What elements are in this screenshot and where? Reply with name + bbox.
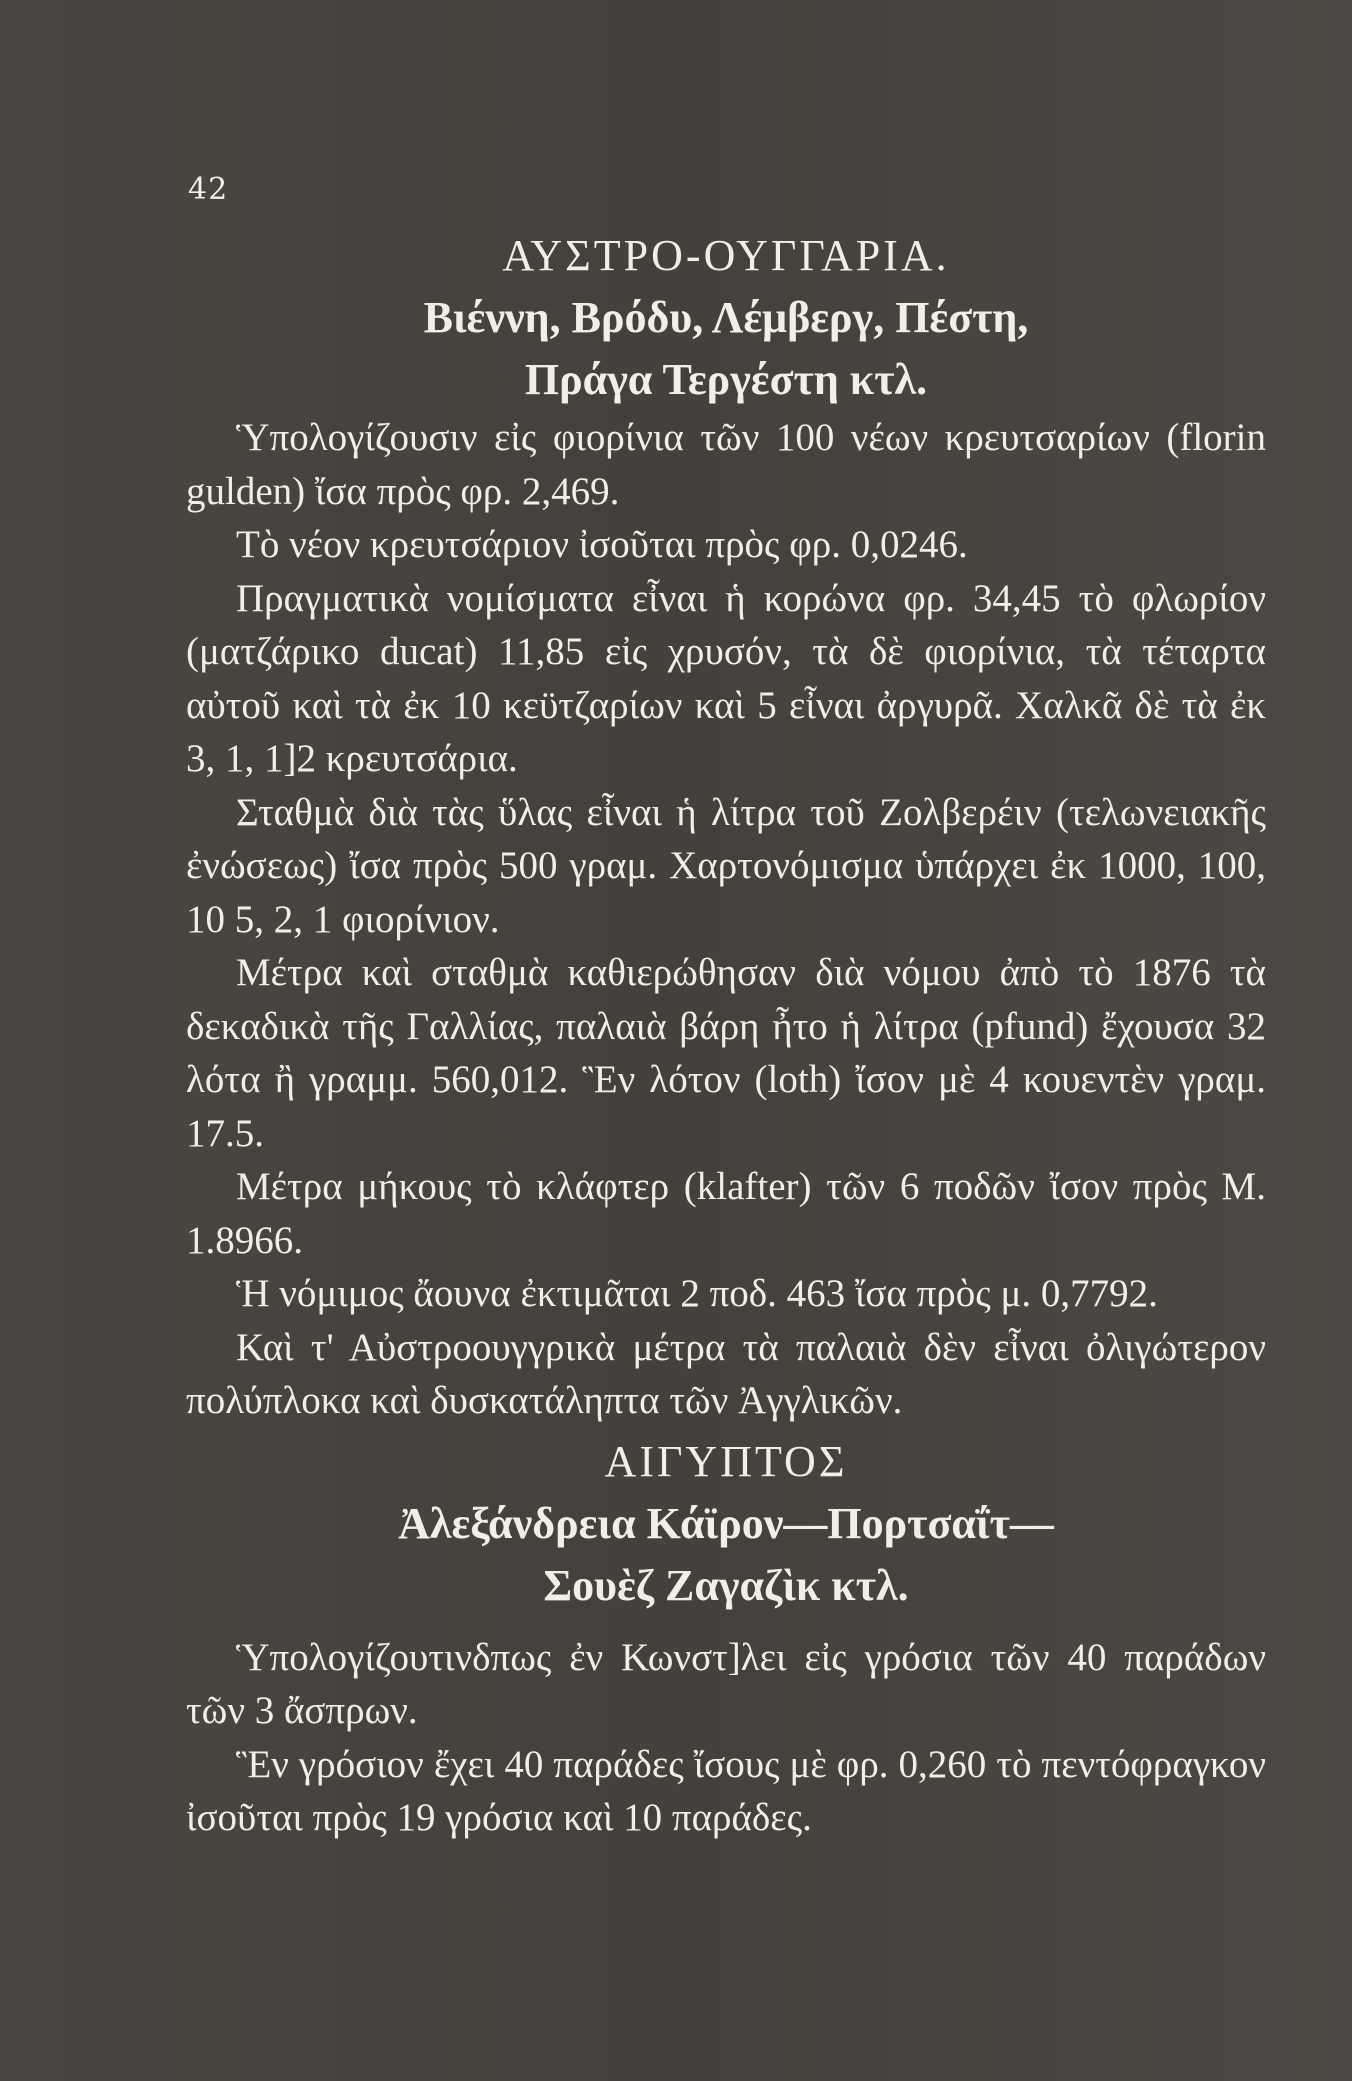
paragraph: Τὸ νέον κρευτσάριον ἰσοῦται πρὸς φρ. 0,0246. <box>236 523 968 566</box>
section-title-egypt: ΑΙΓΥΠΤΟΣ <box>604 1436 848 1486</box>
paragraph: Μέτρα καὶ σταθμὰ καθιερώθησαν διὰ νόμου ἀπὸ τὸ 1876 τὰ δεκαδικὰ τῆς Γαλλίας, παλαιὰ βάρη ἦτο ἡ λίτρα (pfund) ἔχουσα 32 λότα ἢ γραμμ. 560,012. Ἓν λότον (loth) ἴσον μὲ 4 κουεντὲν γραμ. 17.5. <box>186 951 1266 1155</box>
paragraph: Ὑπολογίζουσιν εἰς φιορίνια τῶν 100 νέων κρευτσαρίων (florin gulden) ἴσα πρὸς φρ. 2,469. <box>186 416 1266 513</box>
page-content <box>186 222 1266 1845</box>
paragraph: Πραγματικὰ νομίσματα εἶναι ἡ κορώνα φρ. 34,45 τὸ φλωρίον (ματζάρικο ducat) 11,85 εἰς χρυσόν, τὰ δὲ φιορίνια, τὰ τέταρτα αὐτοῦ καὶ τὰ ἐκ 10 κεϋτζαρίων καὶ 5 εἶναι ἀργυρᾶ. Χαλκᾶ δὲ τὰ ἐκ 3, 1, 1]2 κρευτσάρια. <box>186 576 1266 780</box>
paragraph: Ἓν γρόσιον ἔχει 40 παράδες ἴσους μὲ φρ. 0,260 τὸ πεντόφραγκον ἰσοῦται πρὸς 19 γρόσια καὶ 10 παράδες. <box>186 1742 1266 1839</box>
paragraph: Καὶ τ' Αὐστροουγγρικὰ μέτρα τὰ παλαιὰ δὲν εἶναι ὀλιγώτερον πολύπλοκα καὶ δυσκατάληπτα τῶν Ἀγγλικῶν. <box>186 1325 1266 1422</box>
page-number: 42 <box>188 172 229 207</box>
cities-heading-line-2: Σουὲζ Ζαγαζὶκ κτλ. <box>543 1560 909 1610</box>
cities-heading-line-1: Ἀλεξάνδρεια Κάϊρον—Πορτσαΐτ— <box>398 1498 1054 1548</box>
paragraph: Σταθμὰ διὰ τὰς ὕλας εἶναι ἡ λίτρα τοῦ Ζολβερέιν (τελωνειακῆς ἐνώσεως) ἴσα πρὸς 500 γραμ. Χαρτονόμισμα ὑπάρχει ἐκ 1000, 100, 10 5, 2, 1 φιορίνιον. <box>186 790 1266 941</box>
section-title-austria-hungary: ΑΥΣΤΡΟ-ΟΥΓΓΑΡΙΑ. <box>502 231 950 280</box>
spacer <box>186 1617 1266 1631</box>
cities-heading-line-2: Πράγα Τεργέστη κτλ. <box>524 355 928 404</box>
cities-heading-line-1: Βιέννη, Βρόδυ, Λέμβεργ, Πέστη, <box>423 293 1029 342</box>
paragraph: Ὑπολογίζουτινδπως ἐν Κωνστ]λει εἰς γρόσια τῶν 40 παράδων τῶν 3 ἄσπρων. <box>186 1635 1266 1732</box>
paragraph: Μέτρα μήκους τὸ κλάφτερ (klafter) τῶν 6 ποδῶν ἴσον πρὸς Μ. 1.8966. <box>186 1165 1266 1262</box>
paragraph: Ἡ νόμιμος ἄουνα ἐκτιμᾶται 2 ποδ. 463 ἴσα πρὸς μ. 0,7792. <box>236 1272 1158 1315</box>
